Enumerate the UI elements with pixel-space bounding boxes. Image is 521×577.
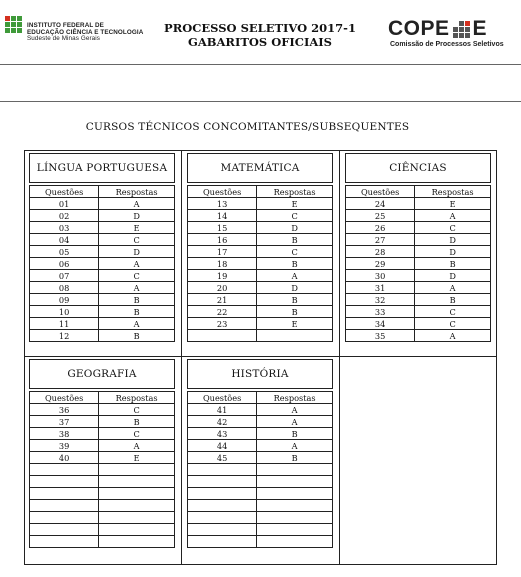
section-title: GEOGRAFIA: [29, 359, 175, 389]
table-row: [346, 318, 491, 330]
question-number: 02: [30, 210, 99, 222]
cope-logo-right: E: [472, 17, 488, 40]
question-number: 16: [188, 234, 257, 246]
answer-letter: E: [99, 222, 175, 234]
answer-letter: [99, 524, 175, 536]
question-number: 20: [188, 282, 257, 294]
title-line-1: PROCESSO SELETIVO 2017-1: [164, 21, 356, 35]
answer-table: [187, 391, 333, 548]
table-row: [188, 416, 333, 428]
question-number: [30, 464, 99, 476]
institution-line-1: INSTITUTO FEDERAL DE: [27, 22, 104, 29]
question-number: 36: [30, 404, 99, 416]
table-header-row: [346, 186, 491, 198]
answer-letter: E: [257, 318, 333, 330]
institution-name: [27, 23, 143, 43]
table-row: [30, 246, 175, 258]
table-row: [30, 198, 175, 210]
column-header-answers: Respostas: [415, 186, 491, 198]
section-title: LÍNGUA PORTUGUESA: [29, 153, 175, 183]
question-number: 44: [188, 440, 257, 452]
table-row: [30, 416, 175, 428]
answer-table: [29, 391, 175, 548]
answer-letter: [257, 476, 333, 488]
table-row: [30, 294, 175, 306]
section-2: [187, 153, 333, 342]
question-number: 08: [30, 282, 99, 294]
table-header-row: [188, 186, 333, 198]
answer-letter: B: [257, 294, 333, 306]
question-number: 34: [346, 318, 415, 330]
answer-letter: C: [257, 210, 333, 222]
question-number: [188, 476, 257, 488]
answer-letter: C: [99, 404, 175, 416]
answer-letter: B: [257, 306, 333, 318]
answer-letter: C: [415, 306, 491, 318]
answer-letter: D: [415, 270, 491, 282]
question-number: 41: [188, 404, 257, 416]
table-row: [30, 282, 175, 294]
question-number: 42: [188, 416, 257, 428]
question-number: [30, 536, 99, 548]
answer-letter: D: [99, 246, 175, 258]
question-number: [188, 512, 257, 524]
table-row: [188, 524, 333, 536]
question-number: 10: [30, 306, 99, 318]
table-row: [30, 318, 175, 330]
question-number: 17: [188, 246, 257, 258]
table-row: [188, 440, 333, 452]
section-title: MATEMÁTICA: [187, 153, 333, 183]
table-row: [30, 524, 175, 536]
answer-letter: A: [415, 282, 491, 294]
table-row: [30, 330, 175, 342]
answer-letter: B: [257, 234, 333, 246]
question-number: 35: [346, 330, 415, 342]
column-header-questions: Questões: [188, 392, 257, 404]
table-row: [30, 258, 175, 270]
question-number: 09: [30, 294, 99, 306]
column-header-questions: Questões: [30, 392, 99, 404]
question-number: 18: [188, 258, 257, 270]
table-row: [30, 306, 175, 318]
document-title: [155, 22, 365, 49]
question-number: 14: [188, 210, 257, 222]
title-line-2: GABARITOS OFICIAIS: [188, 34, 332, 49]
table-row: [188, 306, 333, 318]
question-number: 33: [346, 306, 415, 318]
answer-letter: [257, 464, 333, 476]
cope-squares-icon: [453, 21, 470, 38]
answer-letter: D: [257, 282, 333, 294]
table-row: [346, 234, 491, 246]
answer-table: [345, 185, 491, 342]
table-row: [30, 500, 175, 512]
answer-letter: A: [99, 258, 175, 270]
question-number: [188, 524, 257, 536]
table-row: [188, 234, 333, 246]
question-number: [188, 330, 257, 342]
answer-table: [187, 185, 333, 342]
section-1: [29, 153, 175, 342]
answer-letter: [257, 330, 333, 342]
table-row: [346, 306, 491, 318]
answer-letter: C: [99, 270, 175, 282]
answer-letter: E: [257, 198, 333, 210]
grid-divider-v2: [339, 150, 340, 565]
question-number: 05: [30, 246, 99, 258]
table-row: [30, 210, 175, 222]
question-number: 21: [188, 294, 257, 306]
table-row: [188, 258, 333, 270]
question-number: 27: [346, 234, 415, 246]
answer-letter: B: [99, 330, 175, 342]
table-row: [30, 476, 175, 488]
question-number: 04: [30, 234, 99, 246]
table-row: [188, 318, 333, 330]
answer-letter: A: [99, 282, 175, 294]
column-header-answers: Respostas: [257, 392, 333, 404]
column-header-questions: Questões: [188, 186, 257, 198]
answer-letter: C: [99, 234, 175, 246]
table-row: [346, 246, 491, 258]
column-header-answers: Respostas: [99, 186, 175, 198]
answer-letter: B: [99, 306, 175, 318]
cope-logo-left: COPE: [388, 17, 450, 40]
institution-line-2: EDUCAÇÃO CIÊNCIA E TECNOLOGIA: [27, 28, 144, 36]
if-logo-icon: [5, 16, 22, 33]
section-3: [345, 153, 491, 342]
answer-letter: [99, 500, 175, 512]
grid-divider-h: [24, 356, 497, 357]
answer-letter: [257, 488, 333, 500]
question-number: 30: [346, 270, 415, 282]
answer-letter: A: [99, 440, 175, 452]
table-row: [346, 270, 491, 282]
question-number: 23: [188, 318, 257, 330]
table-row: [346, 222, 491, 234]
answer-letter: D: [257, 222, 333, 234]
question-number: 38: [30, 428, 99, 440]
table-row: [188, 452, 333, 464]
table-row: [30, 222, 175, 234]
table-row: [346, 330, 491, 342]
answer-letter: [257, 524, 333, 536]
table-row: [30, 404, 175, 416]
answer-letter: C: [257, 246, 333, 258]
table-row: [188, 464, 333, 476]
page-header: [0, 0, 521, 62]
question-number: 19: [188, 270, 257, 282]
table-row: [188, 198, 333, 210]
question-number: 12: [30, 330, 99, 342]
answer-letter: D: [415, 246, 491, 258]
answer-letter: B: [99, 416, 175, 428]
question-number: [188, 488, 257, 500]
section-title: CIÊNCIAS: [345, 153, 491, 183]
question-number: [30, 500, 99, 512]
answer-letter: B: [415, 258, 491, 270]
question-number: 24: [346, 198, 415, 210]
table-row: [30, 270, 175, 282]
answer-letter: [257, 536, 333, 548]
question-number: 06: [30, 258, 99, 270]
header-divider: [0, 64, 521, 65]
table-header-row: [188, 392, 333, 404]
table-row: [30, 428, 175, 440]
cope-subtitle: Comissão de Processos Seletivos: [390, 41, 504, 48]
table-row: [188, 476, 333, 488]
table-row: [188, 294, 333, 306]
answer-letter: B: [257, 452, 333, 464]
question-number: 32: [346, 294, 415, 306]
answer-letter: A: [257, 416, 333, 428]
answer-letter: A: [415, 210, 491, 222]
campus-name: Sudeste de Minas Gerais: [27, 35, 101, 43]
question-number: 29: [346, 258, 415, 270]
answer-letter: A: [257, 270, 333, 282]
table-header-row: [30, 186, 175, 198]
table-row: [188, 210, 333, 222]
table-row: [188, 488, 333, 500]
question-number: [30, 488, 99, 500]
question-number: 07: [30, 270, 99, 282]
question-number: 15: [188, 222, 257, 234]
table-row: [346, 198, 491, 210]
question-number: 22: [188, 306, 257, 318]
answer-letter: A: [99, 318, 175, 330]
table-row: [188, 330, 333, 342]
table-row: [30, 452, 175, 464]
table-row: [188, 512, 333, 524]
column-header-questions: Questões: [30, 186, 99, 198]
answer-letter: E: [415, 198, 491, 210]
table-row: [188, 246, 333, 258]
section-title: HISTÓRIA: [187, 359, 333, 389]
table-row: [30, 512, 175, 524]
column-header-questions: Questões: [346, 186, 415, 198]
question-number: [188, 536, 257, 548]
answer-letter: A: [99, 198, 175, 210]
column-header-answers: Respostas: [257, 186, 333, 198]
answer-letter: [99, 512, 175, 524]
table-row: [30, 536, 175, 548]
answer-letter: A: [415, 330, 491, 342]
question-number: 25: [346, 210, 415, 222]
answer-letter: [99, 536, 175, 548]
question-number: [188, 464, 257, 476]
table-row: [346, 258, 491, 270]
answer-letter: [99, 464, 175, 476]
cope-logo: [388, 18, 518, 48]
answer-letter: [99, 476, 175, 488]
question-number: 45: [188, 452, 257, 464]
answer-letter: B: [257, 428, 333, 440]
question-number: [30, 476, 99, 488]
table-row: [188, 222, 333, 234]
table-row: [30, 234, 175, 246]
question-number: 28: [346, 246, 415, 258]
question-number: 37: [30, 416, 99, 428]
question-number: 40: [30, 452, 99, 464]
question-number: 43: [188, 428, 257, 440]
table-row: [346, 282, 491, 294]
table-row: [30, 488, 175, 500]
section-5: [187, 359, 333, 548]
answer-letter: C: [99, 428, 175, 440]
question-number: 01: [30, 198, 99, 210]
table-row: [188, 500, 333, 512]
answer-letter: A: [257, 440, 333, 452]
question-number: 03: [30, 222, 99, 234]
table-row: [188, 282, 333, 294]
answer-letter: B: [99, 294, 175, 306]
answer-letter: D: [415, 234, 491, 246]
answer-letter: E: [99, 452, 175, 464]
question-number: 13: [188, 198, 257, 210]
table-row: [346, 210, 491, 222]
course-subtitle: CURSOS TÉCNICOS CONCOMITANTES/SUBSEQUENTES: [85, 121, 410, 133]
top-rule: [0, 101, 521, 102]
question-number: [188, 500, 257, 512]
table-row: [30, 464, 175, 476]
table-row: [188, 536, 333, 548]
question-number: [30, 512, 99, 524]
answer-letter: D: [99, 210, 175, 222]
table-row: [188, 270, 333, 282]
table-row: [30, 440, 175, 452]
answer-letter: [99, 488, 175, 500]
answer-letter: [257, 512, 333, 524]
table-row: [188, 428, 333, 440]
answer-table: [29, 185, 175, 342]
column-header-answers: Respostas: [99, 392, 175, 404]
answer-letter: C: [415, 222, 491, 234]
table-row: [188, 404, 333, 416]
table-row: [346, 294, 491, 306]
question-number: 11: [30, 318, 99, 330]
answer-letter: C: [415, 318, 491, 330]
table-header-row: [30, 392, 175, 404]
question-number: [30, 524, 99, 536]
answer-letter: [257, 500, 333, 512]
answer-letter: B: [257, 258, 333, 270]
section-4: [29, 359, 175, 548]
question-number: 31: [346, 282, 415, 294]
question-number: 26: [346, 222, 415, 234]
answer-letter: B: [415, 294, 491, 306]
grid-divider-v1: [181, 150, 182, 565]
answer-letter: A: [257, 404, 333, 416]
question-number: 39: [30, 440, 99, 452]
